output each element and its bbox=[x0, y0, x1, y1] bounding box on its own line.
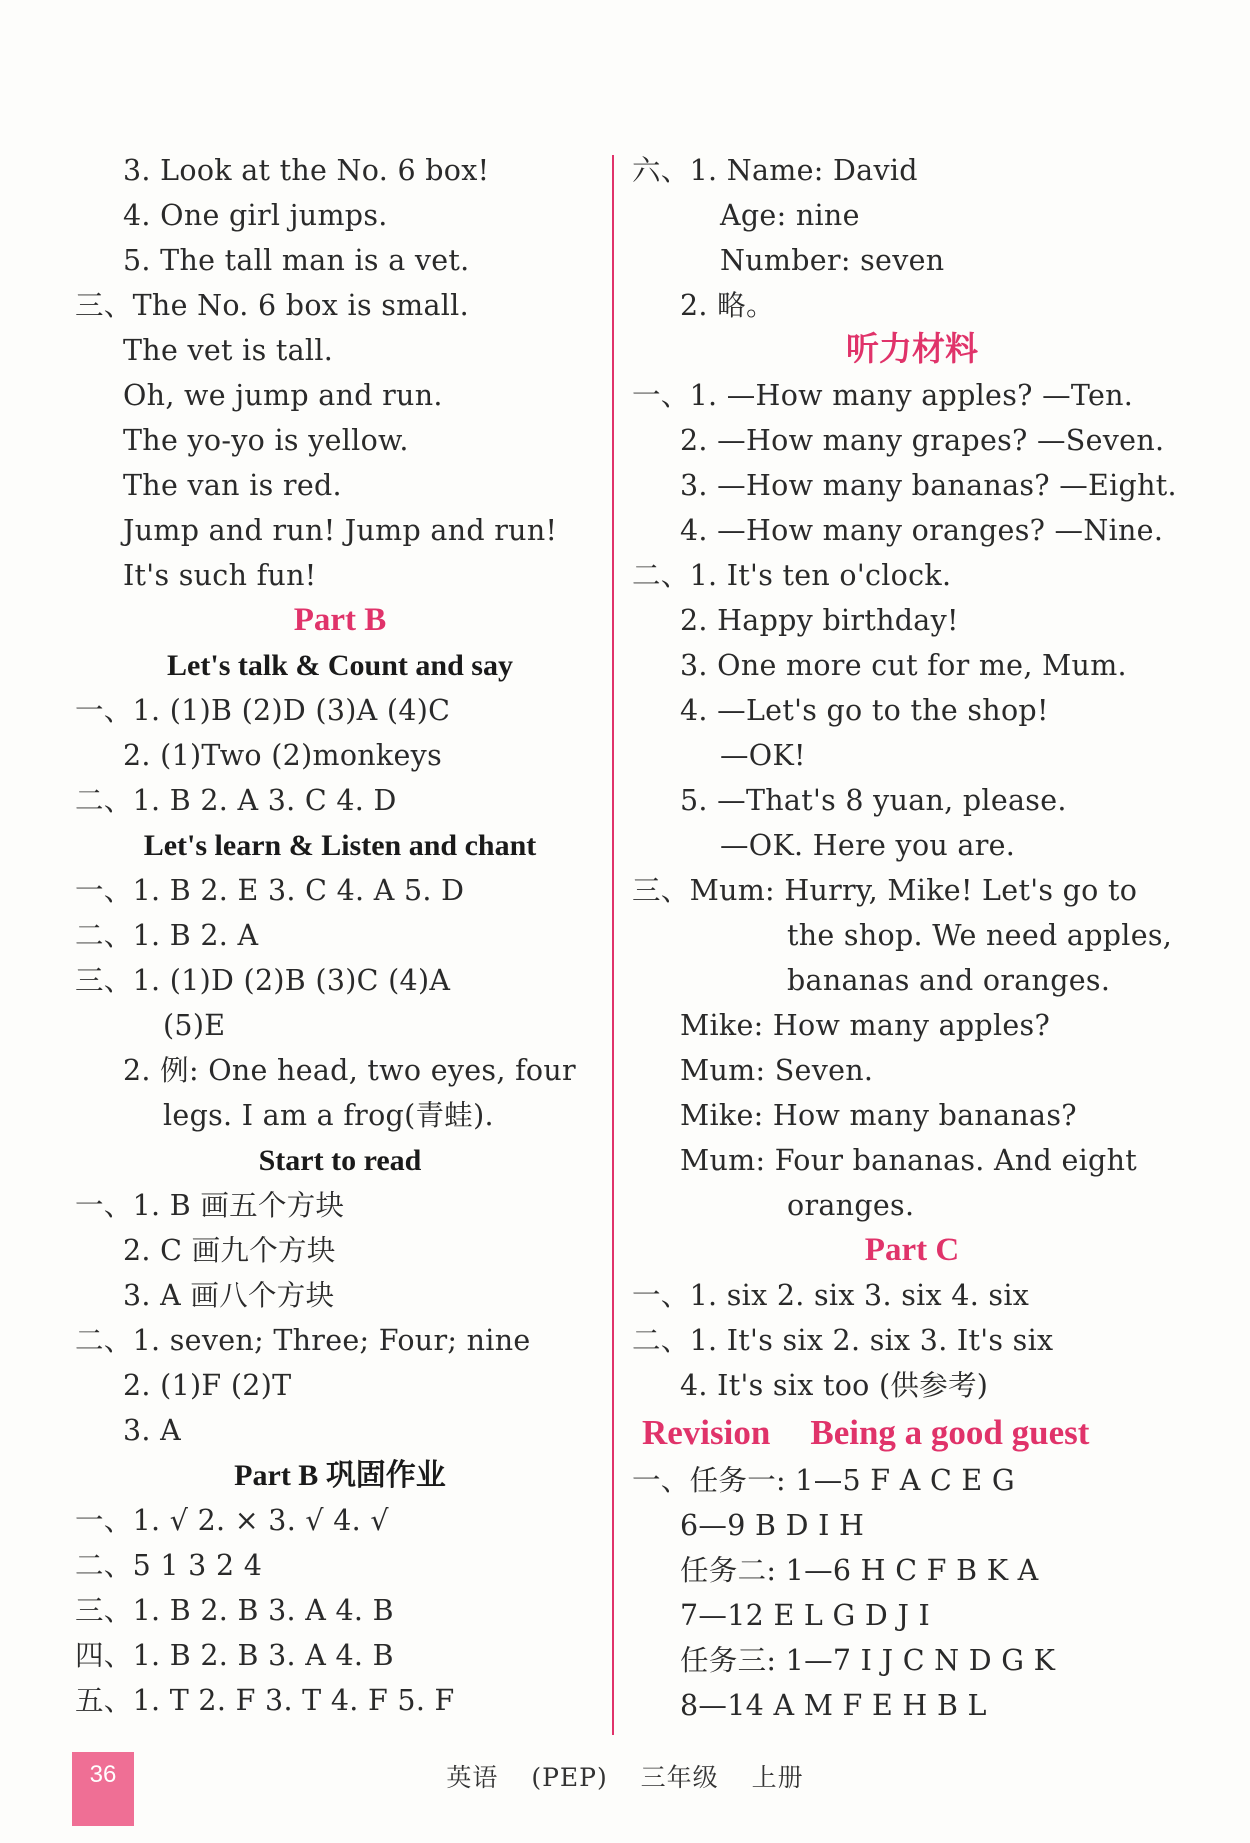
answer-line: Mum: Seven. bbox=[680, 1054, 874, 1087]
revision-subtitle: Being a good guest bbox=[810, 1413, 1090, 1452]
answer-line: 一、1. —How many apples? —Ten. bbox=[632, 379, 1134, 412]
answer-line: Oh, we jump and run. bbox=[123, 379, 443, 412]
right-column bbox=[632, 148, 1192, 1728]
page-number: 36 bbox=[72, 1752, 134, 1826]
answer-line: 一、1. (1)B (2)D (3)A (4)C bbox=[75, 694, 451, 727]
answer-line: (5)E bbox=[163, 1009, 226, 1042]
left-column bbox=[75, 148, 605, 1723]
answer-line: 8—14 A M F E H B L bbox=[680, 1689, 987, 1722]
edition-label: (PEP) bbox=[531, 1763, 608, 1792]
answer-line: 4. —How many oranges? —Nine. bbox=[680, 514, 1164, 547]
column-divider bbox=[612, 155, 614, 1735]
section-heading: 听力材料 bbox=[846, 332, 978, 368]
answer-line: 3. One more cut for me, Mum. bbox=[680, 649, 1127, 682]
section-heading: Let's talk & Count and say bbox=[167, 649, 513, 682]
answer-line: 2. C 画九个方块 bbox=[123, 1234, 336, 1267]
answer-line: —OK! bbox=[720, 739, 806, 772]
answer-line: 3. A bbox=[123, 1414, 182, 1447]
answer-line: Mum: Four bananas. And eight bbox=[680, 1144, 1137, 1177]
answer-line: 2. —How many grapes? —Seven. bbox=[680, 424, 1165, 457]
section-heading: Part C bbox=[864, 1232, 960, 1268]
volume-label: 上册 bbox=[751, 1763, 804, 1792]
grade-label: 三年级 bbox=[640, 1763, 719, 1792]
answer-line: Mike: How many apples? bbox=[680, 1009, 1051, 1042]
answer-line: oranges. bbox=[787, 1189, 915, 1222]
answer-line: The yo-yo is yellow. bbox=[123, 424, 409, 457]
subject-label: 英语 bbox=[446, 1763, 499, 1792]
answer-line: Mike: How many bananas? bbox=[680, 1099, 1077, 1132]
answer-line: Jump and run! Jump and run! bbox=[123, 514, 558, 547]
section-heading: Start to read bbox=[258, 1144, 422, 1177]
answer-line: the shop. We need apples, bbox=[787, 919, 1173, 952]
answer-line: 二、1. It's six 2. six 3. It's six bbox=[632, 1324, 1054, 1357]
answer-line: 五、1. T 2. F 3. T 4. F 5. F bbox=[75, 1684, 455, 1717]
answer-line: Number: seven bbox=[720, 244, 945, 277]
answer-line: 2. 略。 bbox=[680, 289, 775, 322]
answer-line: 三、1. B 2. B 3. A 4. B bbox=[75, 1594, 394, 1627]
answer-line: 5. —That's 8 yuan, please. bbox=[680, 784, 1067, 817]
answer-line: 三、1. (1)D (2)B (3)C (4)A bbox=[75, 964, 451, 997]
book-info bbox=[0, 1758, 1250, 1794]
answer-line: 2. Happy birthday! bbox=[680, 604, 959, 637]
answer-line: 一、1. √ 2. × 3. √ 4. √ bbox=[75, 1504, 389, 1537]
answer-line: 4. One girl jumps. bbox=[123, 199, 388, 232]
answer-line: 一、1. B 2. E 3. C 4. A 5. D bbox=[75, 874, 465, 907]
answer-line: The vet is tall. bbox=[123, 334, 334, 367]
answer-line: 一、1. six 2. six 3. six 4. six bbox=[632, 1279, 1030, 1312]
answer-line: 六、1. Name: David bbox=[632, 154, 918, 187]
answer-line: 2. (1)Two (2)monkeys bbox=[123, 739, 442, 772]
answer-line: 3. Look at the No. 6 box! bbox=[123, 154, 490, 187]
answer-line: 二、1. B 2. A bbox=[75, 919, 259, 952]
answer-line: It's such fun! bbox=[123, 559, 317, 592]
page-footer bbox=[0, 1752, 1250, 1812]
answer-line: 一、1. B 画五个方块 bbox=[75, 1189, 345, 1222]
section-heading: Let's learn & Listen and chant bbox=[143, 829, 537, 862]
answer-line: The van is red. bbox=[123, 469, 342, 502]
answer-line: Age: nine bbox=[720, 199, 860, 232]
answer-line: legs. I am a frog(青蛙). bbox=[163, 1099, 494, 1132]
answer-line: 三、Mum: Hurry, Mike! Let's go to bbox=[632, 874, 1138, 907]
answer-line: 任务三: 1—7 I J C N D G K bbox=[680, 1644, 1056, 1677]
answer-line: 2. (1)F (2)T bbox=[123, 1369, 292, 1402]
answer-line: bananas and oranges. bbox=[787, 964, 1111, 997]
section-heading: Part B bbox=[293, 602, 387, 638]
section-heading: Part B 巩固作业 bbox=[234, 1459, 446, 1492]
answer-line: 二、1. It's ten o'clock. bbox=[632, 559, 952, 592]
answer-line: 4. It's six too (供参考) bbox=[680, 1369, 989, 1402]
answer-line: 5. The tall man is a vet. bbox=[123, 244, 470, 277]
answer-line: 三、The No. 6 box is small. bbox=[75, 289, 469, 322]
answer-line: 2. 例: One head, two eyes, four bbox=[123, 1054, 576, 1087]
answer-line: 二、1. seven; Three; Four; nine bbox=[75, 1324, 531, 1357]
answer-line: 3. A 画八个方块 bbox=[123, 1279, 335, 1312]
answer-line: —OK. Here you are. bbox=[720, 829, 1016, 862]
answer-line: 3. —How many bananas? —Eight. bbox=[680, 469, 1177, 502]
answer-line: 6—9 B D I H bbox=[680, 1509, 865, 1542]
answer-line: 4. —Let's go to the shop! bbox=[680, 694, 1049, 727]
answer-line: 7—12 E L G D J I bbox=[680, 1599, 931, 1632]
revision-heading bbox=[632, 1408, 1192, 1458]
answer-line: 一、任务一: 1—5 F A C E G bbox=[632, 1464, 1015, 1497]
revision-title: Revision bbox=[642, 1413, 771, 1452]
answer-line: 任务二: 1—6 H C F B K A bbox=[680, 1554, 1039, 1587]
answer-line: 二、1. B 2. A 3. C 4. D bbox=[75, 784, 397, 817]
answer-line: 二、5 1 3 2 4 bbox=[75, 1549, 263, 1582]
answer-line: 四、1. B 2. B 3. A 4. B bbox=[75, 1639, 394, 1672]
